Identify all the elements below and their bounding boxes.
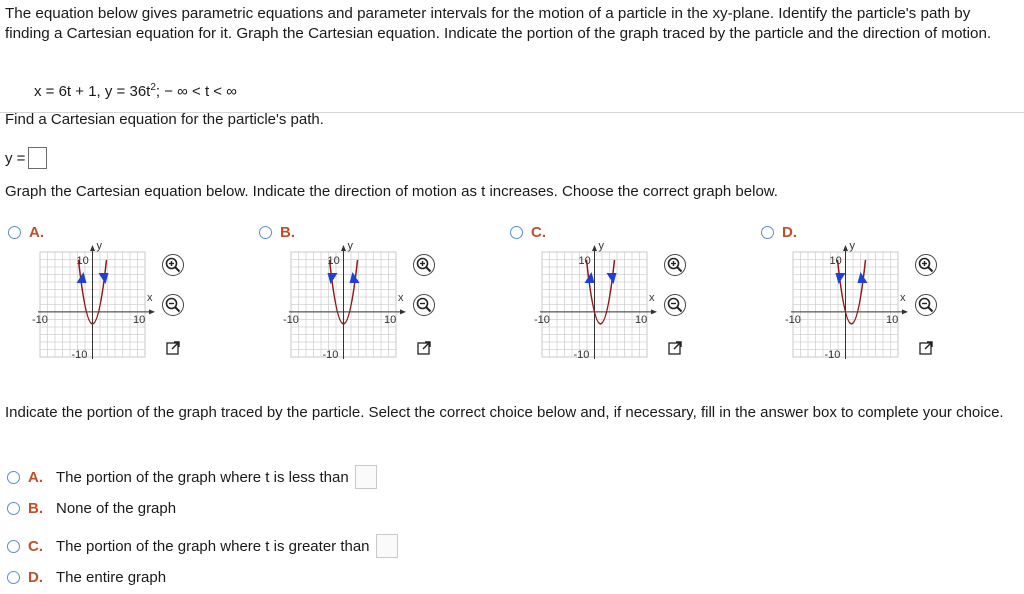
radio-graph-c[interactable] (510, 226, 523, 239)
zoom-in-icon (165, 257, 181, 273)
graph-a-xtick-left: -10 (32, 313, 48, 326)
graph-d-y-label: y (849, 240, 855, 252)
graph-option-d[interactable] (761, 224, 906, 361)
choice-d[interactable] (7, 569, 166, 586)
graph-d-xtick-left: -10 (785, 313, 801, 326)
graph-option-d-label[interactable] (761, 224, 797, 241)
choice-c-answer-input[interactable] (376, 534, 398, 558)
graph-option-a-label[interactable] (8, 224, 44, 241)
expand-icon (918, 340, 934, 356)
choice-b-text: None of the graph (56, 500, 177, 517)
choice-d-text: The entire graph (56, 569, 167, 586)
graph-b-ytick-top: 10 (327, 255, 340, 267)
choice-c[interactable] (7, 534, 398, 558)
radio-graph-d[interactable] (761, 226, 774, 239)
radio-graph-b[interactable] (259, 226, 272, 239)
graph-a-xtick-right: 10 (133, 313, 146, 326)
radio-choice-b[interactable] (7, 502, 20, 515)
graph-c-y-label: y (598, 240, 604, 252)
zoom-out-icon (918, 297, 934, 313)
graph-option-c-label[interactable] (510, 224, 546, 241)
choice-a-letter: A. (28, 468, 43, 486)
cartesian-answer-input[interactable] (28, 147, 47, 169)
graph-c-expand-button[interactable] (664, 337, 686, 359)
question-text: The equation below gives parametric equations and parameter intervals for the motion of a particle in the xy-plane. Identify the particle's path by finding a Cartesian equation for it. Graph the Cartesian equation. Indicate the portion of the graph traced by the particle and the direction of motion. (5, 5, 992, 42)
graph-a-zoom-out-button[interactable] (162, 294, 184, 316)
radio-choice-a[interactable] (7, 471, 20, 484)
graph-option-a[interactable] (8, 224, 153, 361)
graph-option-d-letter: D. (782, 224, 797, 241)
graph-d-xtick-right: 10 (886, 313, 899, 326)
zoom-in-icon (416, 257, 432, 273)
graph-b-x-label: x (398, 291, 404, 304)
parametric-equation (34, 82, 237, 100)
zoom-out-icon (667, 297, 683, 313)
expand-icon (165, 340, 181, 356)
equation-main: x = 6t + 1, y = 36t (34, 83, 151, 100)
choice-c-text: The portion of the graph where t is greater than (56, 537, 370, 555)
graph-c-ytick-bottom: -10 (573, 349, 590, 361)
choice-b-letter: B. (28, 500, 43, 517)
graph-a-expand-button[interactable] (162, 337, 184, 359)
equation-interval: ; − ∞ < t < ∞ (155, 83, 237, 100)
graph-option-b[interactable] (259, 224, 404, 361)
graph-d-ytick-top: 10 (829, 255, 842, 267)
graph-b-expand-button[interactable] (413, 337, 435, 359)
graph-option-b-label[interactable] (259, 224, 295, 241)
radio-choice-d[interactable] (7, 571, 20, 584)
graph-d-ytick-bottom: -10 (824, 349, 841, 361)
graph-option-c-letter: C. (531, 224, 546, 241)
choice-a-answer-input[interactable] (355, 465, 377, 489)
cartesian-answer-row (5, 147, 47, 169)
zoom-in-icon (918, 257, 934, 273)
expand-icon (667, 340, 683, 356)
zoom-out-icon (165, 297, 181, 313)
graph-d-expand-button[interactable] (915, 337, 937, 359)
graph-d-zoom-out-button[interactable] (915, 294, 937, 316)
graph-c-ytick-top: 10 (578, 255, 591, 267)
radio-choice-c[interactable] (7, 540, 20, 553)
graph-b-zoom-out-button[interactable] (413, 294, 435, 316)
part3-prompt: Indicate the portion of the graph traced by the particle. Select the correct choice below and, if necessary, fill in the answer box to complete your choice. (5, 404, 1004, 421)
graph-b-plot (271, 244, 421, 369)
graph-d-zoom-in-button[interactable] (915, 254, 937, 276)
part1-prompt: Find a Cartesian equation for the particle's path. (5, 111, 324, 128)
graph-b-zoom-in-button[interactable] (413, 254, 435, 276)
graph-option-c[interactable] (510, 224, 655, 361)
zoom-in-icon (667, 257, 683, 273)
graph-b-xtick-left: -10 (283, 313, 299, 326)
graph-d-x-label: x (900, 291, 906, 304)
y-equals-label: y = (5, 149, 26, 167)
graph-option-b-letter: B. (280, 224, 295, 241)
choice-a-text: The portion of the graph where t is less than (56, 468, 349, 486)
graph-c-zoom-in-button[interactable] (664, 254, 686, 276)
graph-c-xtick-left: -10 (534, 313, 550, 326)
graph-a-y-label: y (96, 240, 102, 252)
choice-a[interactable] (7, 465, 377, 489)
graph-a-ytick-top: 10 (76, 255, 89, 267)
equation-exponent: 2 (150, 82, 156, 93)
graph-c-x-label: x (649, 291, 655, 304)
graph-a-ytick-bottom: -10 (71, 349, 88, 361)
graph-d-plot (773, 244, 923, 369)
part2-prompt: Graph the Cartesian equation below. Indicate the direction of motion as t increases. Choose the correct graph below. (5, 183, 778, 200)
graph-b-xtick-right: 10 (384, 313, 397, 326)
graph-a-plot (20, 244, 170, 369)
graph-c-plot (522, 244, 672, 369)
choice-b[interactable] (7, 500, 176, 517)
graph-b-ytick-bottom: -10 (322, 349, 339, 361)
choice-d-letter: D. (28, 569, 43, 586)
graph-c-zoom-out-button[interactable] (664, 294, 686, 316)
expand-icon (416, 340, 432, 356)
choice-c-letter: C. (28, 537, 43, 555)
zoom-out-icon (416, 297, 432, 313)
graph-a-x-label: x (147, 291, 153, 304)
graph-a-zoom-in-button[interactable] (162, 254, 184, 276)
graph-c-xtick-right: 10 (635, 313, 648, 326)
graph-b-y-label: y (347, 240, 353, 252)
radio-graph-a[interactable] (8, 226, 21, 239)
graph-option-a-letter: A. (29, 224, 44, 241)
